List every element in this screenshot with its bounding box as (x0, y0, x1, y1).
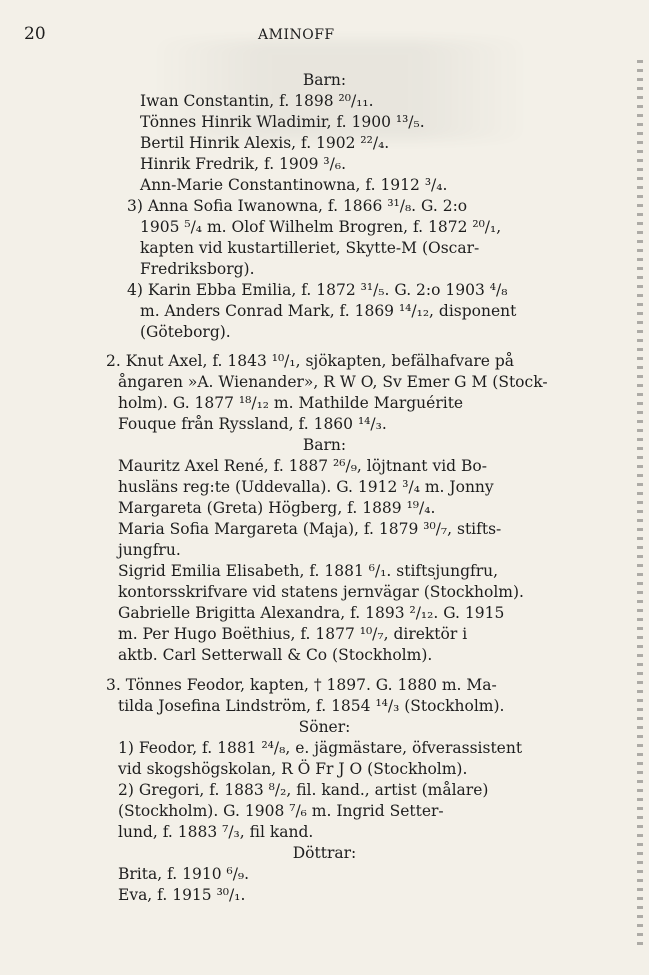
text-line: husläns reg:te (Uddevalla). G. 1912 ³/₄ m. Jonny (118, 478, 494, 496)
text-line: (Göteborg). (140, 323, 231, 341)
text-line: Maria Sofia Margareta (Maja), f. 1879 ³⁰/₇, stifts- (118, 520, 502, 538)
text-line: Iwan Constantin, f. 1898 ²⁰/₁₁. (140, 92, 374, 110)
text-line: 3) Anna Sofia Iwanowna, f. 1866 ³¹/₈. G. 2:o (127, 197, 468, 215)
text-line: 1) Feodor, f. 1881 ²⁴/₈, e. jägmästare, öfverassistent (118, 739, 523, 757)
text-line: Brita, f. 1910 ⁶/₉. (118, 865, 250, 883)
text-line: aktb. Carl Setterwall & Co (Stockholm). (118, 646, 433, 664)
text-line: jungfru. (118, 541, 181, 559)
text-line: 1905 ⁵/₄ m. Olof Wilhelm Brogren, f. 1872 ²⁰/₁, (140, 218, 502, 236)
text-line: lund, f. 1883 ⁷/₃, fil kand. (118, 823, 314, 841)
text-line: holm). G. 1877 ¹⁸/₁₂ m. Mathilde Marguérite (118, 394, 464, 412)
text-line: Tönnes Hinrik Wladimir, f. 1900 ¹³/₅. (140, 113, 425, 131)
heading-dottrar: Döttrar: (292, 844, 357, 862)
text-line: 2) Gregori, f. 1883 ⁸/₂, fil. kand., artist (målare) (118, 781, 489, 799)
text-line: 3. Tönnes Feodor, kapten, † 1897. G. 1880 m. Ma- (106, 676, 497, 694)
text-line: kontorsskrifvare vid statens jernvägar (Stockholm). (118, 583, 524, 601)
text-line: Fouque från Ryssland, f. 1860 ¹⁴/₃. (118, 415, 387, 433)
text-line: m. Per Hugo Boëthius, f. 1877 ¹⁰/₇, direktör i (118, 625, 468, 643)
text-line: Fredriksborg). (140, 260, 255, 278)
text-line: Bertil Hinrik Alexis, f. 1902 ²²/₄. (140, 134, 390, 152)
text-line: Mauritz Axel René, f. 1887 ²⁶/₉, löjtnant vid Bo- (118, 457, 487, 475)
heading-barn: Barn: (302, 71, 347, 89)
running-head: AMINOFF (258, 27, 335, 43)
text-line: Hinrik Fredrik, f. 1909 ³/₆. (140, 155, 347, 173)
heading-barn: Barn: (302, 436, 347, 454)
text-line: 4) Karin Ebba Emilia, f. 1872 ³¹/₅. G. 2:o 1903 ⁴/₈ (127, 281, 508, 299)
heading-soner: Söner: (298, 718, 351, 736)
text-line: ångaren »A. Wienander», R W O, Sv Emer G M (Stock- (118, 373, 548, 391)
page-number: 20 (24, 24, 46, 44)
text-line: 2. Knut Axel, f. 1843 ¹⁰/₁, sjökapten, befälhafvare på (106, 352, 515, 370)
text-line: (Stockholm). G. 1908 ⁷/₆ m. Ingrid Setter- (118, 802, 444, 820)
text-line: m. Anders Conrad Mark, f. 1869 ¹⁴/₁₂, disponent (140, 302, 517, 320)
text-line: Gabrielle Brigitta Alexandra, f. 1893 ²/₁₂. G. 1915 (118, 604, 505, 622)
text-line: tilda Josefina Lindström, f. 1854 ¹⁴/₃ (Stockholm). (118, 697, 505, 715)
text-line: Eva, f. 1915 ³⁰/₁. (118, 886, 246, 904)
text-line: Margareta (Greta) Högberg, f. 1889 ¹⁹/₄. (118, 499, 436, 517)
text-line: Sigrid Emilia Elisabeth, f. 1881 ⁶/₁. stiftsjungfru, (118, 562, 499, 580)
text-line: kapten vid kustartilleriet, Skytte-M (Oscar- (140, 239, 480, 257)
text-line: Ann-Marie Constantinowna, f. 1912 ³/₄. (140, 176, 448, 194)
page-edge-marks (637, 60, 643, 950)
text-line: vid skogshögskolan, R Ö Fr J O (Stockholm). (118, 760, 468, 778)
